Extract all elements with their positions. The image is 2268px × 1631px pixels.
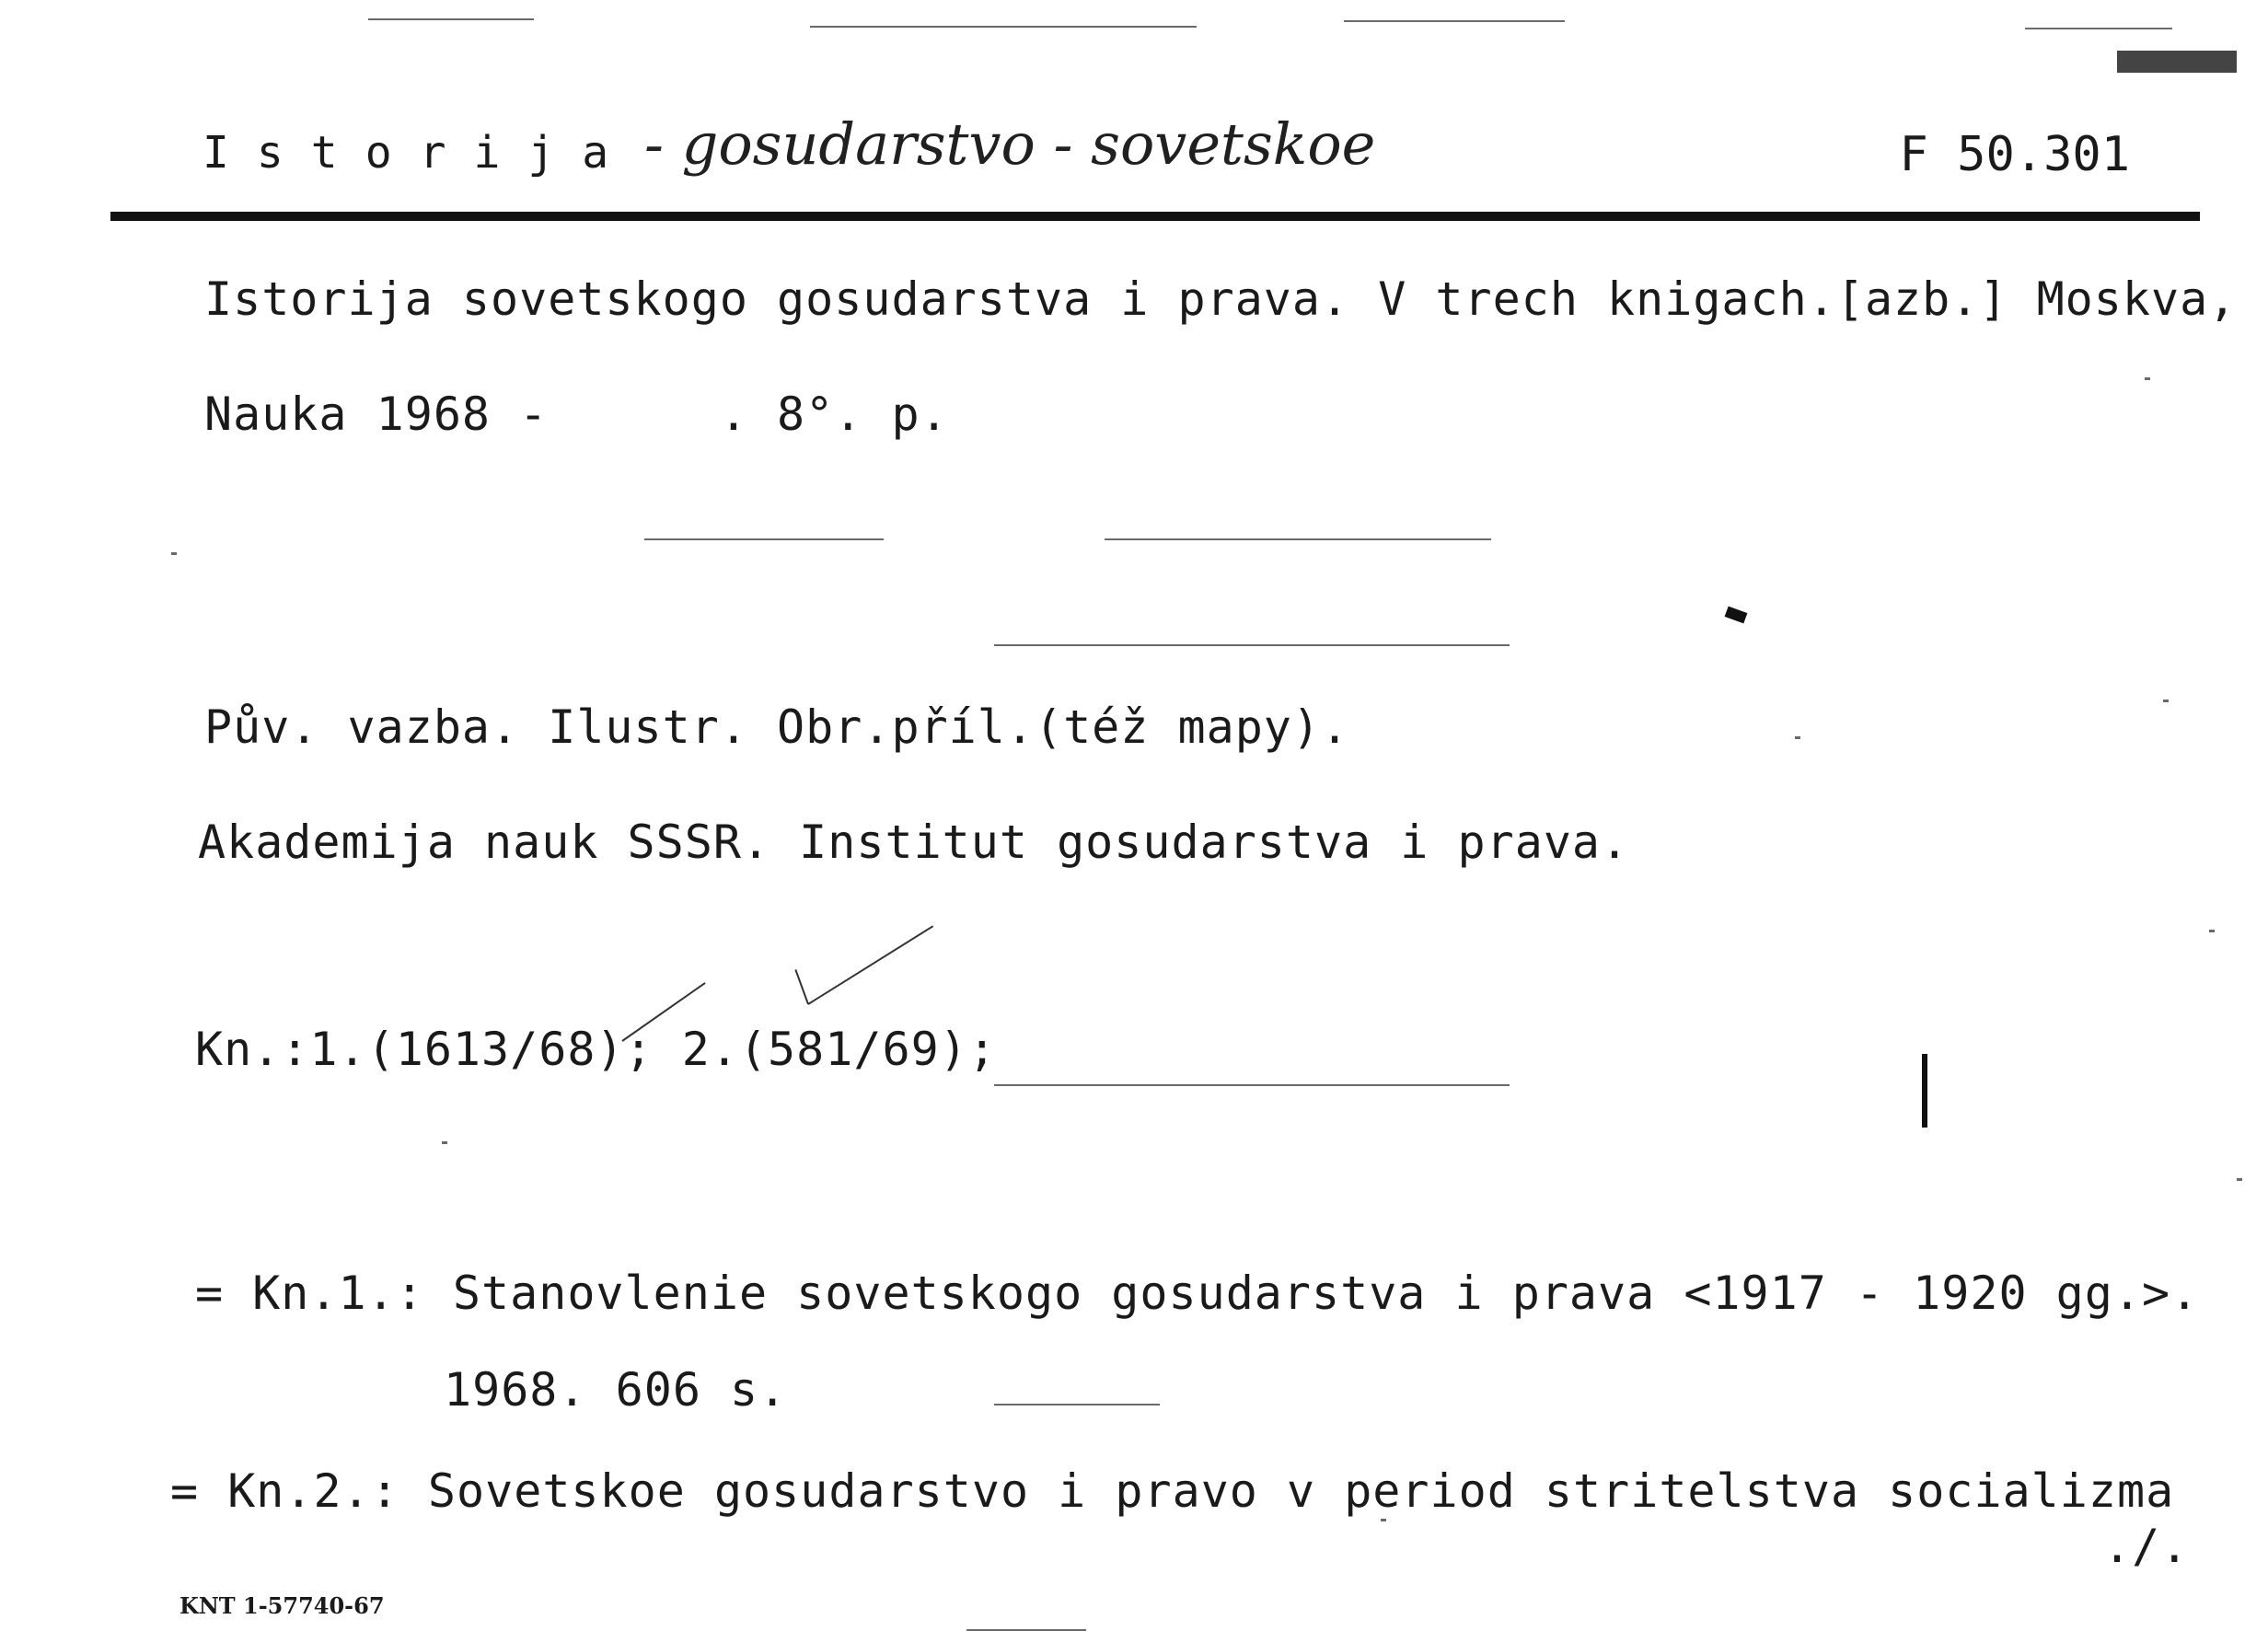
shelf-signature: F 50.301 xyxy=(1899,127,2130,182)
volume-1-pages-line: 1968. 606 s. xyxy=(444,1363,788,1417)
scan-noise xyxy=(994,1084,1510,1086)
title-line: Istorija sovetskogo gosudarstva i prava. V trech knigach.[azb.] Moskva, xyxy=(204,272,2238,326)
scan-noise xyxy=(442,1141,447,1144)
scan-noise xyxy=(2117,51,2237,73)
scan-noise xyxy=(368,18,534,20)
scan-noise xyxy=(171,552,177,555)
card-footer-code: KNT 1-57740-67 xyxy=(179,1592,385,1619)
pen-mark xyxy=(1922,1054,1927,1128)
scan-noise xyxy=(1105,538,1491,540)
heading-typed: Istorija xyxy=(202,127,637,179)
scan-noise xyxy=(2237,1178,2242,1181)
volume-1-line: = Kn.1.: Stanovlenie sovetskogo gosudarstva i prava <1917 - 1920 gg.>. xyxy=(195,1267,2200,1320)
scan-noise xyxy=(2209,930,2215,932)
check-mark xyxy=(807,925,933,1004)
ink-blot xyxy=(1725,607,1748,624)
scan-noise xyxy=(994,1404,1160,1405)
volumes-line: Kn.:1.(1613/68); 2.(581/69); xyxy=(195,1023,997,1076)
continuation-mark: ./. xyxy=(2103,1520,2190,1573)
scan-noise xyxy=(644,538,884,540)
scan-noise xyxy=(1795,736,1800,739)
scan-noise xyxy=(810,26,1197,28)
scan-noise xyxy=(1381,1519,1386,1521)
scan-noise xyxy=(2025,28,2172,29)
imprint-line: Nauka 1968 - . 8°. p. xyxy=(204,388,949,441)
scan-noise xyxy=(2145,377,2150,380)
heading-handwritten: - gosudarstvo - sovetskoe xyxy=(644,110,1376,178)
scan-noise xyxy=(994,644,1510,646)
volume-2-line: = Kn.2.: Sovetskoe gosudarstvo i pravo v period stritelstva socializma xyxy=(170,1464,2175,1518)
institution-line: Akademija nauk SSSR. Institut gosudarstva i prava. xyxy=(198,816,1630,869)
description-line: Pův. vazba. Ilustr. Obr.příl.(též mapy). xyxy=(204,700,1350,754)
check-mark xyxy=(794,969,809,1004)
heading-rule xyxy=(110,212,2200,221)
scan-noise xyxy=(1344,20,1565,22)
scan-noise xyxy=(2163,700,2169,702)
